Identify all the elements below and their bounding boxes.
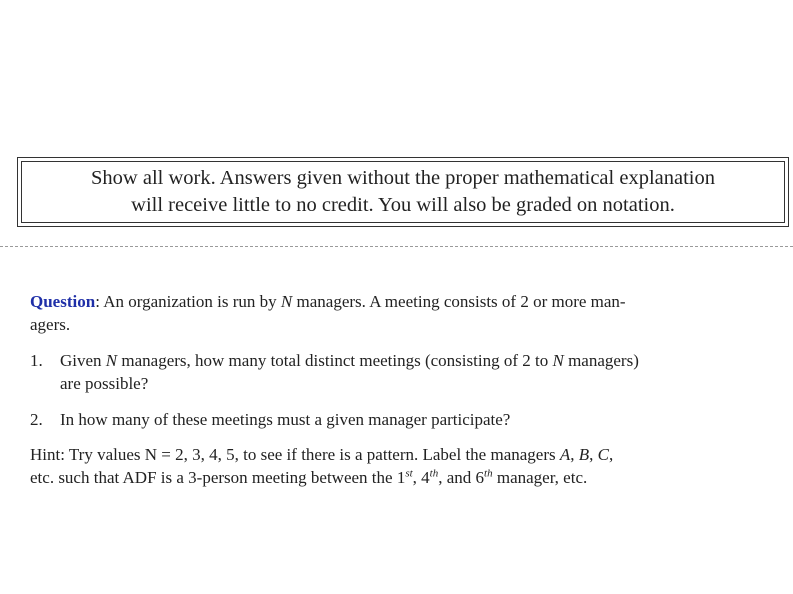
list-item-2-line-1: In how many of these meetings must a given manager participate?: [60, 410, 511, 429]
instructions-line-1: Show all work. Answers given without the proper mathematical explanation: [91, 167, 715, 189]
hint-line-1: [30, 443, 745, 466]
list-item-1-line-1: [60, 349, 745, 372]
hint-text-post: ,: [608, 445, 614, 464]
superscript-st: st: [405, 467, 413, 480]
list-item-number: 1.: [30, 351, 43, 370]
hint-sep: ,: [589, 445, 598, 464]
question-text-post: managers. A meeting consists of 2 or more man-: [292, 292, 626, 311]
hint-text-pre: Hint: Try values N = 2, 3, 4, 5, to see if there is a pattern. Label the managers: [30, 445, 560, 464]
list-item-1-line-2: are possible?: [60, 374, 149, 393]
question-label: Question: [30, 292, 96, 311]
var-n: N: [280, 292, 293, 311]
var-n: N: [552, 351, 564, 370]
item1-text-pre: Given: [60, 351, 106, 370]
item1-text-mid: managers, how many total distinct meetings (consisting of 2 to: [117, 351, 553, 370]
hint-sep: ,: [570, 445, 579, 464]
hint-line2-pre: etc. such that ADF is a 3-person meeting between the 1: [30, 468, 406, 487]
hint-line2-mid1: , 4: [412, 468, 430, 487]
hint-paragraph: [30, 443, 745, 489]
instructions-box-inner: [21, 161, 785, 223]
list-item-1: [30, 349, 745, 395]
list-item-number: 2.: [30, 410, 43, 429]
question-paragraph: [30, 290, 745, 336]
hint-line2-post: manager, etc.: [492, 468, 588, 487]
item1-text-post: managers): [563, 351, 639, 370]
dashed-separator: [0, 246, 793, 247]
superscript-th: th: [484, 467, 493, 480]
hint-line-2: [30, 466, 745, 489]
var-b: B: [578, 445, 590, 464]
question-line-1: [30, 290, 745, 313]
instructions-line-2: will receive little to no credit. You will also be graded on notation.: [131, 194, 675, 216]
question-line-2: agers.: [30, 315, 71, 334]
instructions-box: [17, 157, 789, 227]
hint-line2-mid2: , and 6: [438, 468, 485, 487]
var-c: C: [597, 445, 609, 464]
var-n: N: [105, 351, 118, 370]
question-section: [30, 290, 745, 489]
superscript-th: th: [429, 467, 439, 480]
var-a: A: [559, 445, 571, 464]
question-text-pre: : An organization is run by: [95, 292, 281, 311]
list-item-2: [30, 408, 745, 431]
